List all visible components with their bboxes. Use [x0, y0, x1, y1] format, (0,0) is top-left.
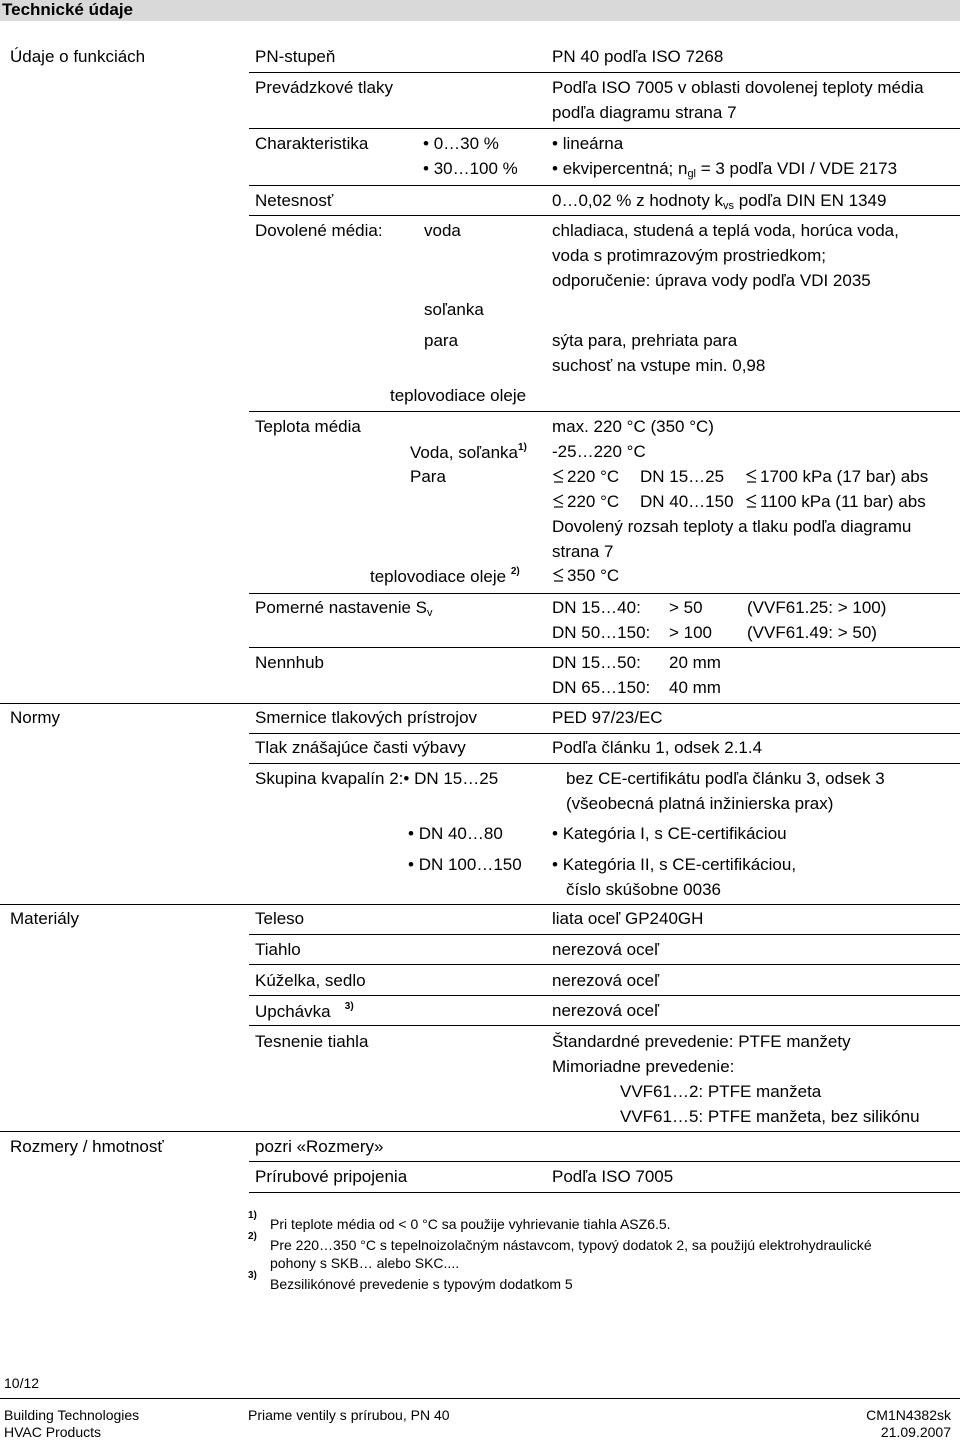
- bullet-icon: •: [408, 824, 419, 843]
- rule: [249, 934, 960, 935]
- less-equal-icon: [552, 568, 565, 582]
- tesnenie-line2: Mimoriadne prevedenie:: [552, 1057, 735, 1076]
- footnote-mark-2: 2): [248, 1231, 257, 1242]
- tlaky-label: Prevádzkové tlaky: [255, 78, 393, 97]
- skupina-dn2-value: • Kategória I, s CE-certifikáciou: [552, 824, 787, 843]
- char-range1: • 0…30 %: [423, 134, 499, 153]
- kuzelka-value: nerezová oceľ: [552, 971, 660, 990]
- teplota-para-row1: 220 °C: [552, 468, 619, 485]
- footer-company-line1: Building Technologies: [4, 1407, 140, 1423]
- sv-label: Pomerné nastavenie $S_v$: [255, 598, 433, 619]
- footnote-2-line2: pohony s SKB… alebo SKC....: [270, 1255, 460, 1271]
- rule: [249, 763, 960, 764]
- skupina-dn1-line2: (všeobecná platná inžinierska prax): [566, 794, 834, 813]
- sv-r2-dn: DN 50…150:: [552, 623, 651, 642]
- char-value1: • lineárna: [552, 134, 624, 153]
- teplota-para-row1-dn: DN 15…25: [640, 467, 725, 486]
- teplota-para-row2: 220 °C: [552, 493, 619, 510]
- media-voda-line1: chladiaca, studená a teplá voda, horúca voda,: [552, 221, 899, 240]
- rule: [249, 128, 960, 129]
- media-voda: voda: [424, 221, 461, 240]
- footnote-mark-1: 1): [248, 1210, 257, 1221]
- teplota-para-row2-pressure: 1100 kPa (11 bar) abs: [745, 493, 926, 510]
- skupina-dn3-line2: číslo skúšobne 0036: [566, 880, 721, 899]
- skupina-dn2: • DN 40…80: [408, 824, 503, 843]
- teplota-olej-value: 350 °C: [552, 567, 619, 584]
- smernice-label: Smernice tlakových prístrojov: [255, 708, 478, 727]
- media-oleje: teplovodiace oleje: [390, 386, 527, 405]
- tesnenie-line1: Štandardné prevedenie: PTFE manžety: [552, 1032, 851, 1051]
- tesnenie-line3: VVF61…2: PTFE manžeta: [620, 1082, 822, 1101]
- footnote-1: Pri teplote média od < 0 °C sa použije vyhrievanie tiahla ASZ6.5.: [270, 1216, 671, 1232]
- pn-value: PN 40 podľa ISO 7268: [552, 47, 724, 66]
- rozmery-pozri: pozri «Rozmery»: [255, 1137, 384, 1156]
- less-equal-icon: [552, 469, 565, 483]
- rule: [249, 72, 960, 73]
- bullet-icon: •: [423, 134, 434, 153]
- netesnost-label: Netesnosť: [255, 191, 334, 210]
- media-voda-line2: voda s protimrazovým prostriedkom;: [552, 246, 826, 265]
- sv-r1-dn: DN 15…40:: [552, 598, 641, 617]
- rule: [249, 1025, 960, 1026]
- tlak-casti-label: Tlak znášajúce časti výbavy: [255, 738, 466, 757]
- rule: [249, 1161, 960, 1162]
- bullet-icon: •: [552, 159, 563, 178]
- media-label: Dovolené média:: [255, 221, 383, 240]
- kuzelka-label: Kúželka, sedlo: [255, 971, 366, 990]
- teplota-max: max. 220 °C (350 °C): [552, 417, 714, 436]
- nennhub-r1-val: 20 mm: [669, 653, 721, 672]
- bullet-icon: •: [552, 824, 563, 843]
- teleso-label: Teleso: [255, 909, 305, 928]
- priruby-value: Podľa ISO 7005: [552, 1167, 674, 1186]
- rule: [0, 703, 960, 704]
- rule: [249, 995, 960, 996]
- rule: [0, 904, 960, 905]
- bullet-icon: •: [423, 159, 434, 178]
- sv-r1-val: > 50: [669, 598, 703, 617]
- teplota-para-label: Para: [410, 467, 446, 486]
- media-para: para: [424, 331, 459, 350]
- rule: [249, 411, 960, 412]
- less-equal-icon: [552, 494, 565, 508]
- less-equal-icon: [745, 469, 758, 483]
- teplota-olej-label: teplovodiace oleje $^{2)}$: [370, 566, 520, 586]
- media-para-line1: sýta para, prehriata para: [552, 331, 738, 350]
- section-rozmery: Rozmery / hmotnosť: [10, 1137, 164, 1156]
- nennhub-r1-dn: DN 15…50:: [552, 653, 641, 672]
- footer-date: 21.09.2007: [880, 1424, 951, 1440]
- header-bar: [0, 0, 960, 21]
- page-number: 10/12: [4, 1375, 40, 1391]
- tlak-casti-value: Podľa článku 1, odsek 2.1.4: [552, 738, 763, 757]
- skupina-dn1-line1: bez CE-certifikátu podľa článku 3, odsek 3: [566, 769, 885, 788]
- nennhub-label: Nennhub: [255, 653, 325, 672]
- tlaky-line1: Podľa ISO 7005 v oblasti dovolenej teploty média: [552, 78, 924, 97]
- media-solanka: soľanka: [424, 300, 484, 319]
- rule: [249, 215, 960, 216]
- teplota-voda-value: -25…220 °C: [552, 442, 646, 461]
- teplota-range-line1: Dovolený rozsah teploty a tlaku podľa diagramu: [552, 517, 912, 536]
- sv-r2-val: > 100: [669, 623, 713, 642]
- rule: [249, 593, 960, 594]
- bullet-icon: •: [552, 134, 563, 153]
- page-title: Technické údaje: [2, 0, 134, 19]
- priruby-label: Prírubové pripojenia: [255, 1167, 408, 1186]
- netesnost-value: 0…0,02 % z hodnoty $k_{vs}$ podľa DIN EN 1349: [552, 191, 887, 212]
- skupina-dn3-line1: • Kategória II, s CE-certifikáciou,: [552, 855, 797, 874]
- sv-r2-note: (VVF61.49: > 50): [747, 623, 877, 642]
- teplota-para-row2-dn: DN 40…150: [640, 492, 734, 511]
- sv-r1-note: (VVF61.25: > 100): [747, 598, 887, 617]
- smernice-value: PED 97/23/EC: [552, 708, 663, 727]
- rule: [0, 1131, 960, 1132]
- footer-doc-id: CM1N4382sk: [866, 1407, 951, 1423]
- tiahlo-value: nerezová oceľ: [552, 940, 660, 959]
- section-normy: Normy: [10, 708, 61, 727]
- char-range2: • 30…100 %: [423, 159, 518, 178]
- teplota-label: Teplota média: [255, 417, 361, 436]
- footer-doc-title: Priame ventily s prírubou, PN 40: [248, 1407, 450, 1423]
- rule: [249, 964, 960, 965]
- footnote-mark-3: 3): [248, 1270, 257, 1281]
- teplota-voda-label: Voda, soľanka$^{1)}$: [410, 442, 527, 462]
- upchavka-value: nerezová oceľ: [552, 1001, 660, 1020]
- rule: [249, 185, 960, 186]
- rule: [249, 733, 960, 734]
- teplota-range-line2: strana 7: [552, 542, 614, 561]
- skupina-dn3: • DN 100…150: [408, 855, 522, 874]
- char-value2: • ekvipercentná; $n_{gl} = 3$ podľa VDI / VDE 2173: [552, 159, 898, 180]
- skupina-label: Skupina kvapalín 2:• DN 15…25: [255, 769, 499, 788]
- footnote-2-line1: Pre 220…350 °C s tepelnoizolačným nástavcom, typový dodatok 2, sa použijú elektrohydraulické: [270, 1237, 872, 1253]
- teplota-para-row1-pressure: 1700 kPa (17 bar) abs: [745, 468, 928, 485]
- bullet-icon: •: [403, 769, 415, 788]
- footer-company-line2: HVAC Products: [4, 1424, 101, 1440]
- rule: [249, 647, 960, 648]
- tlaky-line2: podľa diagramu strana 7: [552, 103, 737, 122]
- rule: [249, 1192, 960, 1193]
- teleso-value: liata oceľ GP240GH: [552, 909, 704, 928]
- footer-rule: [0, 1398, 960, 1399]
- nennhub-r2-val: 40 mm: [669, 678, 721, 697]
- nennhub-r2-dn: DN 65…150:: [552, 678, 651, 697]
- tesnenie-line4: VVF61…5: PTFE manžeta, bez silikónu: [620, 1107, 920, 1126]
- bullet-icon: •: [552, 855, 563, 874]
- less-equal-icon: [745, 494, 758, 508]
- char-label: Charakteristika: [255, 134, 369, 153]
- pn-label: PN-stupeň: [255, 47, 336, 66]
- media-para-line2: suchosť na vstupe min. 0,98: [552, 356, 766, 375]
- upchavka-label: Upchávka $^{3)}$: [255, 1001, 354, 1021]
- section-funkcie: Údaje o funkciách: [10, 47, 146, 66]
- section-materialy: Materiály: [10, 909, 79, 928]
- footnote-3: Bezsilikónové prevedenie s typovým dodatkom 5: [270, 1276, 573, 1292]
- media-voda-line3: odporučenie: úprava vody podľa VDI 2035: [552, 271, 871, 290]
- tiahlo-label: Tiahlo: [255, 940, 301, 959]
- tesnenie-label: Tesnenie tiahla: [255, 1032, 369, 1051]
- bullet-icon: •: [408, 855, 419, 874]
